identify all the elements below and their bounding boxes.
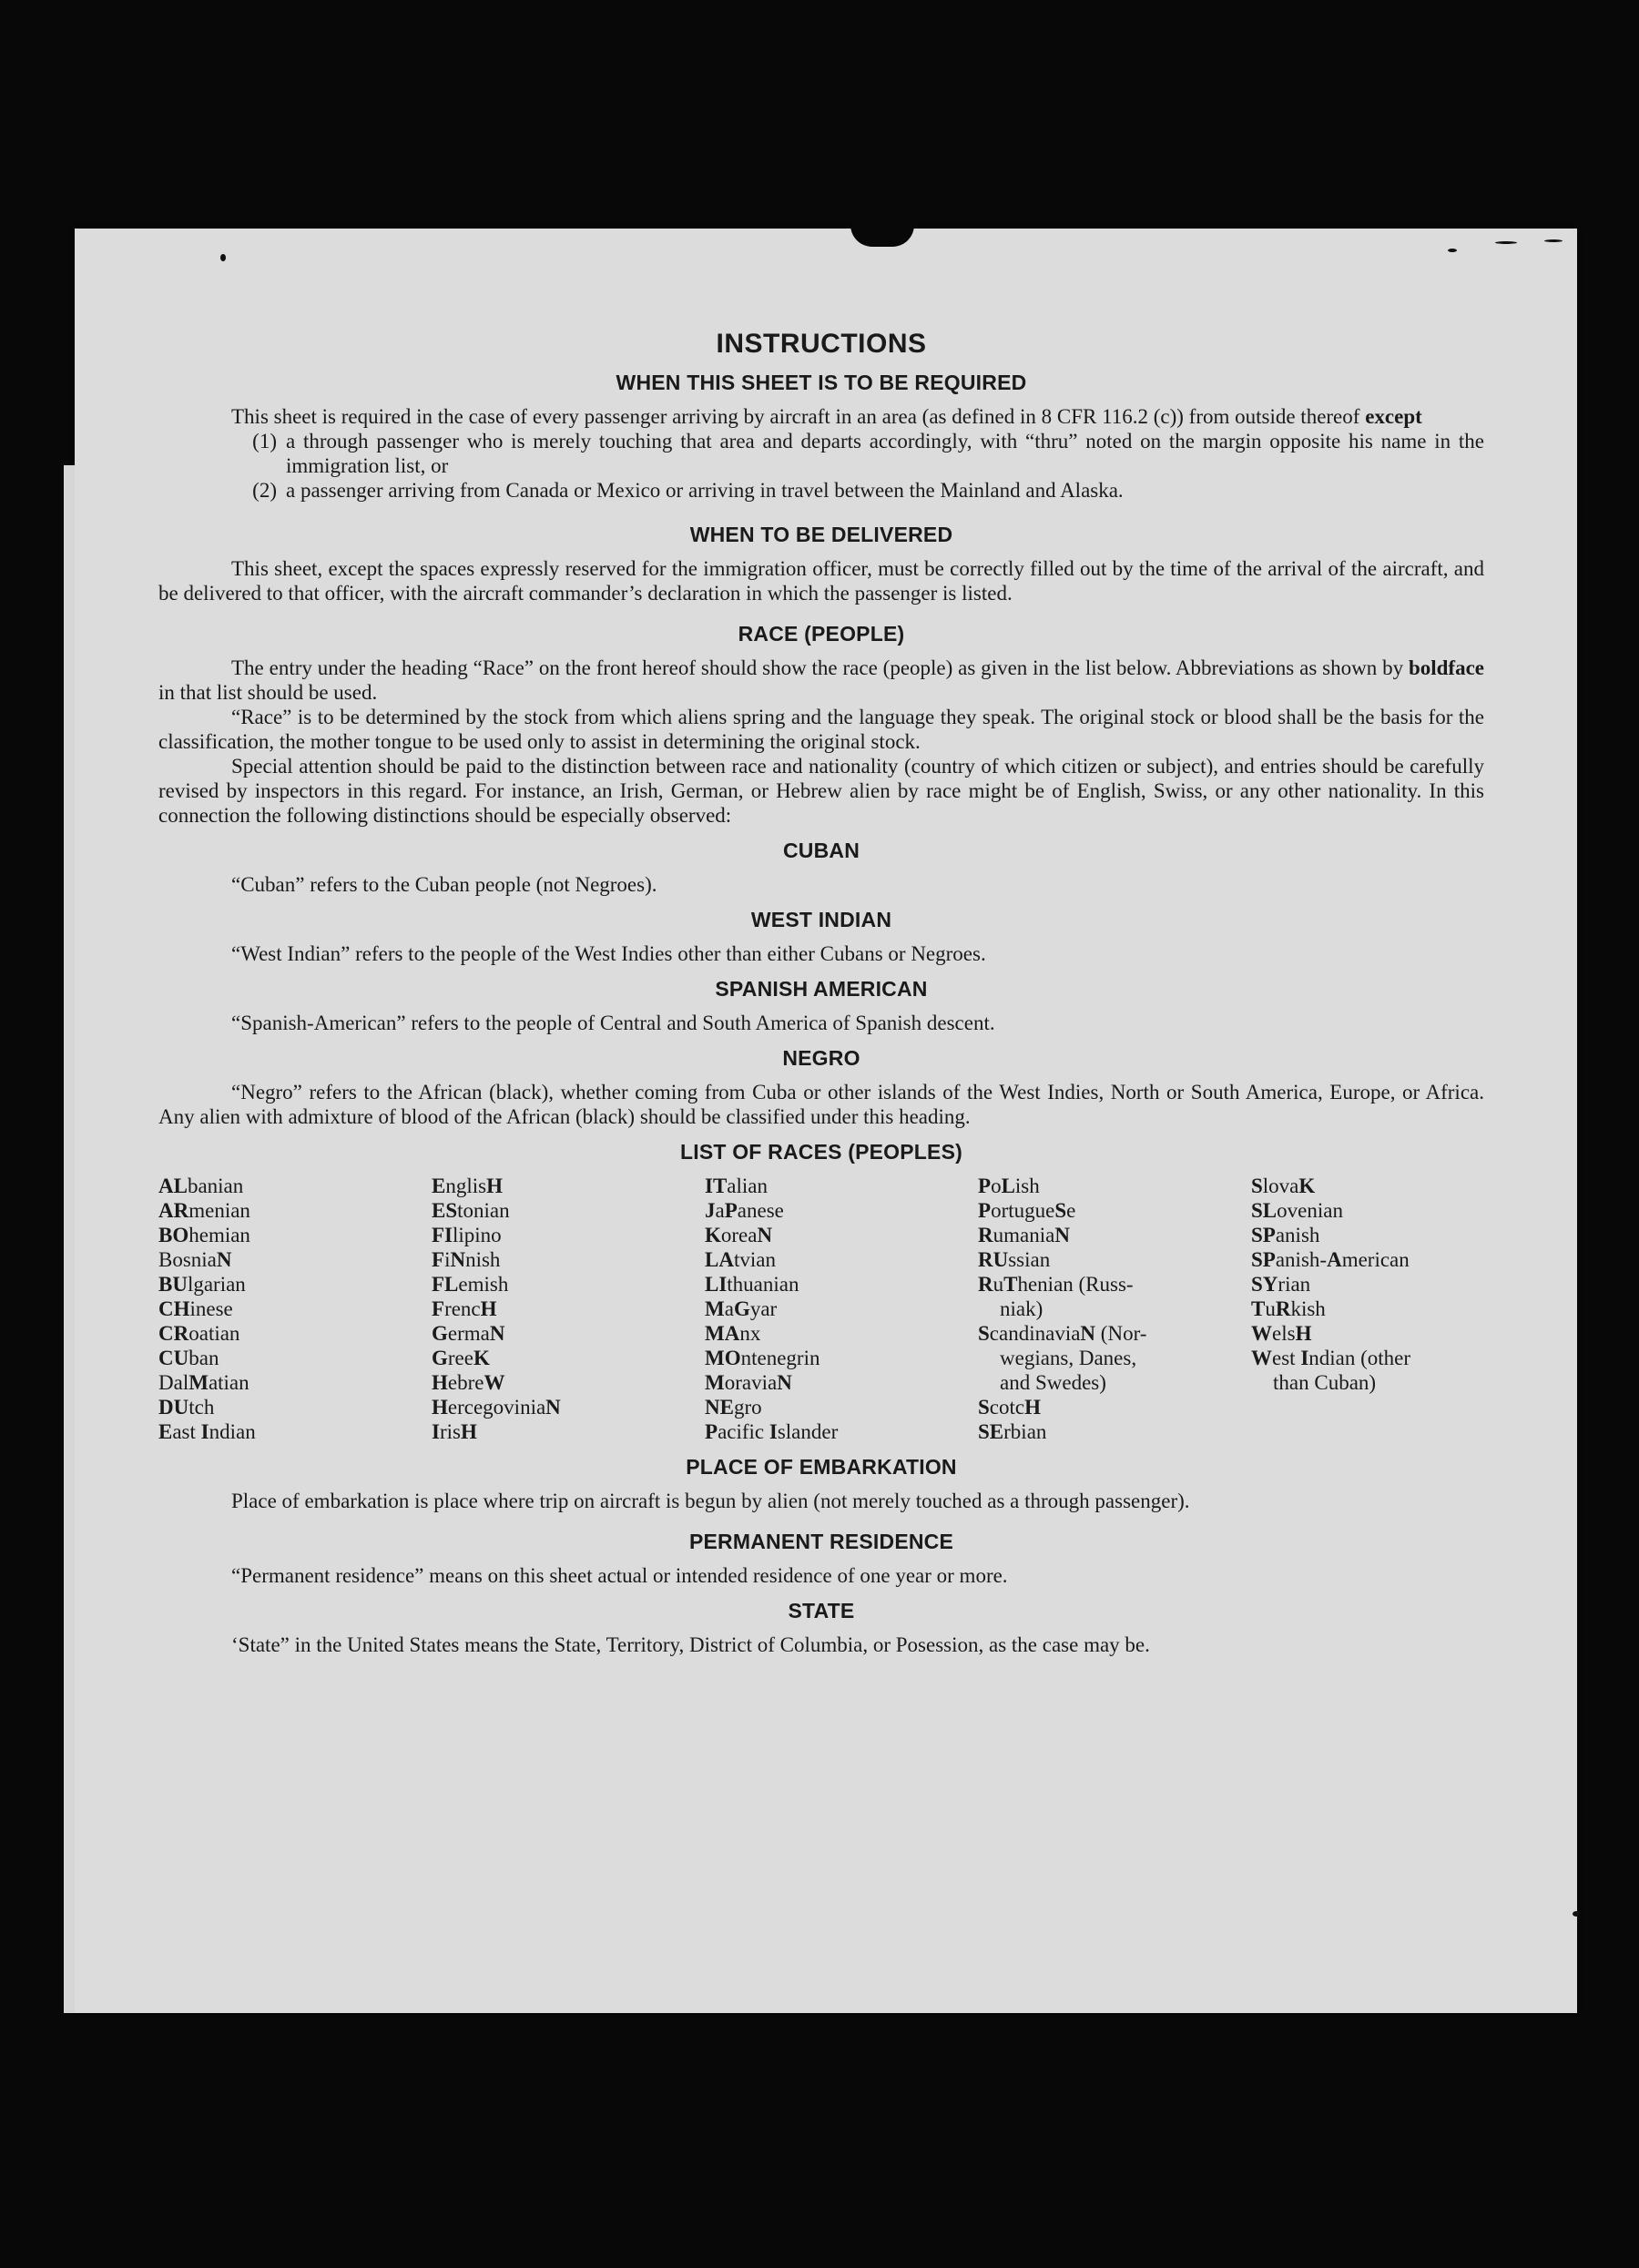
race-text: lgarian [187, 1273, 246, 1296]
race-text: umania [993, 1224, 1055, 1246]
race-text: o [991, 1175, 1002, 1197]
race-entry [1251, 1272, 1484, 1297]
race-entry [705, 1370, 978, 1395]
race-abbrev: N [450, 1248, 466, 1271]
required-intro-text: This sheet is required in the case of every passenger arriving by aircraft in an area (as defined in 8 CFR 116.2 (c)) from outside thereof [231, 405, 1360, 428]
race-text: tvian [733, 1248, 776, 1271]
race-paragraph-1 [158, 656, 1484, 705]
instructions-content [158, 329, 1484, 1657]
race-text: yar [749, 1297, 778, 1320]
race-abbrev: H [460, 1420, 477, 1443]
race-abbrev: E [432, 1175, 446, 1197]
torn-edge [850, 225, 914, 247]
race-text: henian (Russ- [1017, 1273, 1134, 1296]
race-text: atian [208, 1371, 249, 1394]
heading-when-delivered: WHEN TO BE DELIVERED [689, 523, 953, 546]
race-p1-text: The entry under the heading “Race” on the front hereof should show the race (people) as given in the list below. Abbreviations as shown by [231, 656, 1404, 679]
race-text: alian [727, 1175, 768, 1197]
race-abbrev: N [489, 1322, 505, 1345]
race-entry [158, 1346, 432, 1370]
race-entry [432, 1198, 705, 1223]
spanish-american-text: “Spanish-American” refers to the people of Central and South America of Spanish descent. [231, 1012, 995, 1034]
race-abbrev: S [1054, 1199, 1067, 1222]
race-abbrev: M [188, 1371, 209, 1394]
race-entry [158, 1223, 432, 1247]
race-abbrev: R [978, 1273, 993, 1296]
race-entry [432, 1419, 705, 1444]
race-text: kish [1290, 1297, 1326, 1320]
race-abbrev: N [545, 1396, 561, 1419]
race-abbrev: H [432, 1396, 448, 1419]
race-abbrev: BO [158, 1224, 189, 1246]
race-abbrev: P [978, 1175, 992, 1197]
race-abbrev: A [1327, 1248, 1342, 1271]
race-entry [978, 1247, 1251, 1272]
races-column-4 [978, 1174, 1251, 1444]
embarkation-text: Place of embarkation is place where trip on aircraft is begun by alien (not merely touched as a through passenger). [231, 1490, 1190, 1512]
heading-permanent-residence: PERMANENT RESIDENCE [688, 1530, 954, 1553]
race-abbrev: R [978, 1224, 993, 1246]
race-abbrev: I [432, 1420, 440, 1443]
race-entry [705, 1174, 978, 1198]
race-abbrev: R [1275, 1297, 1291, 1320]
race-entry [1251, 1223, 1484, 1247]
race-text: ast [172, 1420, 201, 1443]
race-abbrev: N [777, 1371, 792, 1394]
race-abbrev: E [158, 1420, 173, 1443]
residence-text: “Permanent residence” means on this sheet actual or intended residence of one year or more. [231, 1564, 1008, 1587]
race-text: els [1272, 1322, 1296, 1345]
race-abbrev: K [1298, 1175, 1316, 1197]
race-abbrev: RU [978, 1248, 1009, 1271]
race-entry [432, 1370, 705, 1395]
race-text: thuanian [727, 1273, 799, 1296]
heading-place-of-embarkation: PLACE OF EMBARKATION [686, 1455, 957, 1479]
race-text: est [1272, 1347, 1301, 1369]
race-entry [158, 1321, 432, 1346]
race-entry [1251, 1174, 1484, 1198]
race-abbrev: M [705, 1297, 725, 1320]
race-entry [158, 1174, 432, 1198]
race-entry [1251, 1321, 1484, 1346]
race-text: oatian [188, 1322, 240, 1345]
race-text: nglis [445, 1175, 487, 1197]
race-abbrev: N [1054, 1224, 1070, 1246]
race-abbrev: N [216, 1248, 232, 1271]
race-abbrev: MO [705, 1347, 741, 1369]
race-text: ndian [209, 1420, 256, 1443]
race-text: banian [187, 1175, 244, 1197]
speck [1495, 241, 1517, 244]
race-entry [158, 1297, 432, 1321]
race-paragraph-2: “Race” is to be determined by the stock from which aliens spring and the language they speak. The original stock or blood shall be the basis for the classification, the mother tongue to be used only to assist in determining the original stock. [158, 706, 1484, 753]
race-entry [158, 1198, 432, 1223]
speck [1573, 1911, 1580, 1917]
race-text: anish- [1275, 1248, 1328, 1271]
race-entry [432, 1174, 705, 1198]
race-abbrev: CU [158, 1347, 189, 1369]
race-paragraph-3: Special attention should be paid to the distinction between race and nationality (country of which citizen or subject), and entries should be carefully revised by inspectors in this regard. For instance, an Irish, German, or Hebrew alien by race might be of English, Swiss, or any other nationality. In this connection the following distinctions should be especially observed: [158, 755, 1484, 827]
race-text: ercegovinia [447, 1396, 546, 1419]
speck [220, 254, 226, 261]
race-abbrev: FI [432, 1224, 453, 1246]
race-text: ebre [447, 1371, 484, 1394]
race-entry [432, 1395, 705, 1419]
race-abbrev: N [1080, 1322, 1096, 1345]
race-text: a [724, 1297, 734, 1320]
speck [1448, 249, 1457, 252]
race-abbrev: P [705, 1420, 718, 1443]
race-abbrev: W [1251, 1347, 1272, 1369]
race-abbrev: H [432, 1371, 448, 1394]
race-abbrev: DU [158, 1396, 189, 1419]
race-abbrev: SP [1251, 1224, 1276, 1246]
race-abbrev: H [1024, 1396, 1041, 1419]
race-entry [1251, 1297, 1484, 1321]
race-text: candinavia [989, 1322, 1081, 1345]
race-abbrev: K [705, 1224, 721, 1246]
race-text: acific [718, 1420, 769, 1443]
race-abbrev: W [484, 1371, 505, 1394]
race-text: u [993, 1273, 1004, 1296]
race-abbrev: G [733, 1297, 750, 1320]
race-entry [705, 1419, 978, 1444]
race-entry [158, 1247, 432, 1272]
race-abbrev: F [432, 1297, 445, 1320]
heading-west-indian: WEST INDIAN [750, 908, 892, 931]
races-column-2 [432, 1174, 705, 1444]
race-text: cotc [989, 1396, 1025, 1419]
delivered-text: This sheet, except the spaces expressly reserved for the immigration officer, must be correctly filled out by the time of the arrival of the aircraft, and be delivered to that officer, with the aircraft commander’s declaration in which the passenger is listed. [158, 557, 1484, 605]
race-entry [705, 1198, 978, 1223]
races-column-1 [158, 1174, 432, 1444]
state-text: ‘State” in the United States means the State, Territory, District of Columbia, or Posession, as the case may be. [231, 1633, 1150, 1656]
race-text: emish [458, 1273, 509, 1296]
race-abbrev: G [432, 1347, 448, 1369]
cuban-text: “Cuban” refers to the Cuban people (not Negroes). [231, 873, 657, 896]
race-abbrev: I [200, 1420, 209, 1443]
race-abbrev: I [1300, 1347, 1309, 1369]
race-text: rian [1278, 1273, 1311, 1296]
races-column-3 [705, 1174, 978, 1444]
heading-state: STATE [788, 1599, 855, 1622]
race-entry-continued: and Swedes) [1000, 1371, 1106, 1394]
race-text: slander [777, 1420, 839, 1443]
race-text: erma [447, 1322, 490, 1345]
race-text: e [1066, 1199, 1076, 1222]
race-text: ree [447, 1347, 473, 1369]
race-entry-continued: niak) [1000, 1297, 1043, 1320]
race-abbrev: SY [1251, 1273, 1278, 1296]
race-abbrev: BU [158, 1273, 188, 1296]
race-text: ssian [1008, 1248, 1051, 1271]
race-text: ban [188, 1347, 219, 1369]
race-entry [1251, 1198, 1484, 1223]
required-item-1 [158, 429, 1484, 478]
race-abbrev: G [432, 1322, 448, 1345]
race-abbrev: J [705, 1199, 716, 1222]
race-abbrev: W [1251, 1322, 1272, 1345]
race-entry [432, 1272, 705, 1297]
race-text: hemian [188, 1224, 250, 1246]
item-text: a through passenger who is merely touching that area and departs accordingly, with “thru” noted on the margin opposite his name in the immigration list, or [286, 430, 1484, 477]
race-text: anese [737, 1199, 784, 1222]
race-text: lipino [453, 1224, 502, 1246]
race-abbrev: M [705, 1371, 725, 1394]
race-entry-continued: than Cuban) [1273, 1371, 1377, 1394]
race-entry [978, 1223, 1251, 1247]
race-entry [978, 1395, 1251, 1419]
heading-cuban: CUBAN [782, 839, 860, 862]
race-entry [705, 1223, 978, 1247]
race-abbrev: CH [158, 1297, 190, 1320]
race-abbrev: L [1001, 1175, 1015, 1197]
race-abbrev: LA [705, 1248, 734, 1271]
heading-when-required: WHEN THIS SHEET IS TO BE REQUIRED [616, 371, 1027, 394]
race-entry [1251, 1247, 1484, 1272]
race-text: rbian [1003, 1420, 1047, 1443]
race-entry-continued: wegians, Danes, [1000, 1347, 1137, 1369]
race-text: menian [188, 1199, 250, 1222]
item-number: (1) [252, 430, 277, 453]
heading-negro: NEGRO [782, 1046, 860, 1070]
race-abbrev: H [486, 1175, 503, 1197]
race-entry [978, 1321, 1251, 1346]
required-item-2 [158, 478, 1484, 503]
race-abbrev: FL [432, 1273, 459, 1296]
race-abbrev: S [1251, 1175, 1263, 1197]
race-text: orea [720, 1224, 758, 1246]
race-text: oravia [724, 1371, 778, 1394]
race-entry [978, 1174, 1251, 1198]
race-entry [978, 1198, 1251, 1223]
race-entry [705, 1346, 978, 1370]
race-abbrev: ES [432, 1199, 458, 1222]
race-abbrev: SL [1251, 1199, 1278, 1222]
race-text: tonian [457, 1199, 510, 1222]
race-text: ndian (other [1308, 1347, 1411, 1369]
race-text: a [715, 1199, 725, 1222]
race-abbrev: IT [705, 1175, 728, 1197]
race-text: merican [1341, 1248, 1410, 1271]
races-column-5 [1251, 1174, 1484, 1444]
race-entry [705, 1272, 978, 1297]
race-abbrev: P [978, 1199, 992, 1222]
race-entry [1251, 1346, 1484, 1370]
race-entry [978, 1419, 1251, 1444]
race-text: i [444, 1248, 451, 1271]
race-abbrev: AR [158, 1199, 189, 1222]
west-indian-text: “West Indian” refers to the people of the West Indies other than either Cubans or Negroes. [231, 942, 986, 965]
heading-list-of-races: LIST OF RACES (PEOPLES) [679, 1140, 962, 1164]
race-entry [705, 1321, 978, 1346]
speck [1544, 239, 1563, 242]
race-entry [432, 1297, 705, 1321]
page-title: INSTRUCTIONS [716, 329, 927, 359]
race-abbrev: NE [705, 1396, 734, 1419]
race-abbrev: AL [158, 1175, 188, 1197]
race-entry [158, 1272, 432, 1297]
race-entry [158, 1419, 432, 1444]
race-entry [705, 1395, 978, 1419]
race-abbrev: P [724, 1199, 738, 1222]
race-text: Dal [158, 1371, 189, 1394]
race-entry [432, 1346, 705, 1370]
required-intro-emphasis: except [1365, 405, 1422, 428]
race-text: nish [465, 1248, 501, 1271]
race-text: inese [189, 1297, 233, 1320]
negro-text: “Negro” refers to the African (black), whether coming from Cuba or other islands of the West Indies, North or South America, Europe, or Africa. Any alien with admixture of blood of the African (black) should be classified under this heading. [158, 1081, 1484, 1128]
race-abbrev: H [480, 1297, 497, 1320]
race-text: Bosnia [158, 1248, 217, 1271]
race-text: ovenian [1277, 1199, 1343, 1222]
race-text: ntenegrin [740, 1347, 820, 1369]
race-entry [432, 1321, 705, 1346]
race-text: ris [439, 1420, 461, 1443]
race-abbrev: S [978, 1322, 990, 1345]
race-text: ish [1014, 1175, 1040, 1197]
race-abbrev: T [1251, 1297, 1266, 1320]
race-abbrev: F [432, 1248, 445, 1271]
race-abbrev: SE [978, 1420, 1004, 1443]
race-abbrev: CR [158, 1322, 189, 1345]
race-entry [978, 1272, 1251, 1297]
race-text: gro [733, 1396, 762, 1419]
race-entry [158, 1395, 432, 1419]
document-page [75, 229, 1577, 2013]
race-text: lova [1262, 1175, 1299, 1197]
item-text: a passenger arriving from Canada or Mexico or arriving in travel between the Mainland and Alaska. [286, 479, 1124, 502]
race-entry [705, 1247, 978, 1272]
race-abbrev: MA [705, 1322, 740, 1345]
race-entry [705, 1297, 978, 1321]
race-abbrev: I [769, 1420, 778, 1443]
race-p1-tail: in that list should be used. [158, 681, 378, 704]
race-text: renc [444, 1297, 481, 1320]
heading-race: RACE (PEOPLE) [738, 622, 905, 646]
race-entry [158, 1370, 432, 1395]
item-number: (2) [252, 479, 277, 502]
heading-spanish-american: SPANISH AMERICAN [715, 977, 928, 1001]
race-p1-boldface: boldface [1408, 656, 1485, 679]
race-entry [432, 1247, 705, 1272]
race-abbrev: T [1003, 1273, 1018, 1296]
race-text: anish [1275, 1224, 1320, 1246]
race-abbrev: S [978, 1396, 990, 1419]
race-abbrev: H [1295, 1322, 1312, 1345]
race-abbrev: K [473, 1347, 490, 1369]
race-text: nx [739, 1322, 761, 1345]
race-entry [432, 1223, 705, 1247]
race-text: ortugue [991, 1199, 1055, 1222]
race-text: (Nor- [1095, 1322, 1147, 1345]
race-abbrev: SP [1251, 1248, 1276, 1271]
race-abbrev: LI [705, 1273, 728, 1296]
required-intro [158, 404, 1484, 429]
race-abbrev: N [757, 1224, 773, 1246]
race-text: u [1265, 1297, 1276, 1320]
races-table [158, 1174, 1484, 1444]
race-text: tch [188, 1396, 215, 1419]
